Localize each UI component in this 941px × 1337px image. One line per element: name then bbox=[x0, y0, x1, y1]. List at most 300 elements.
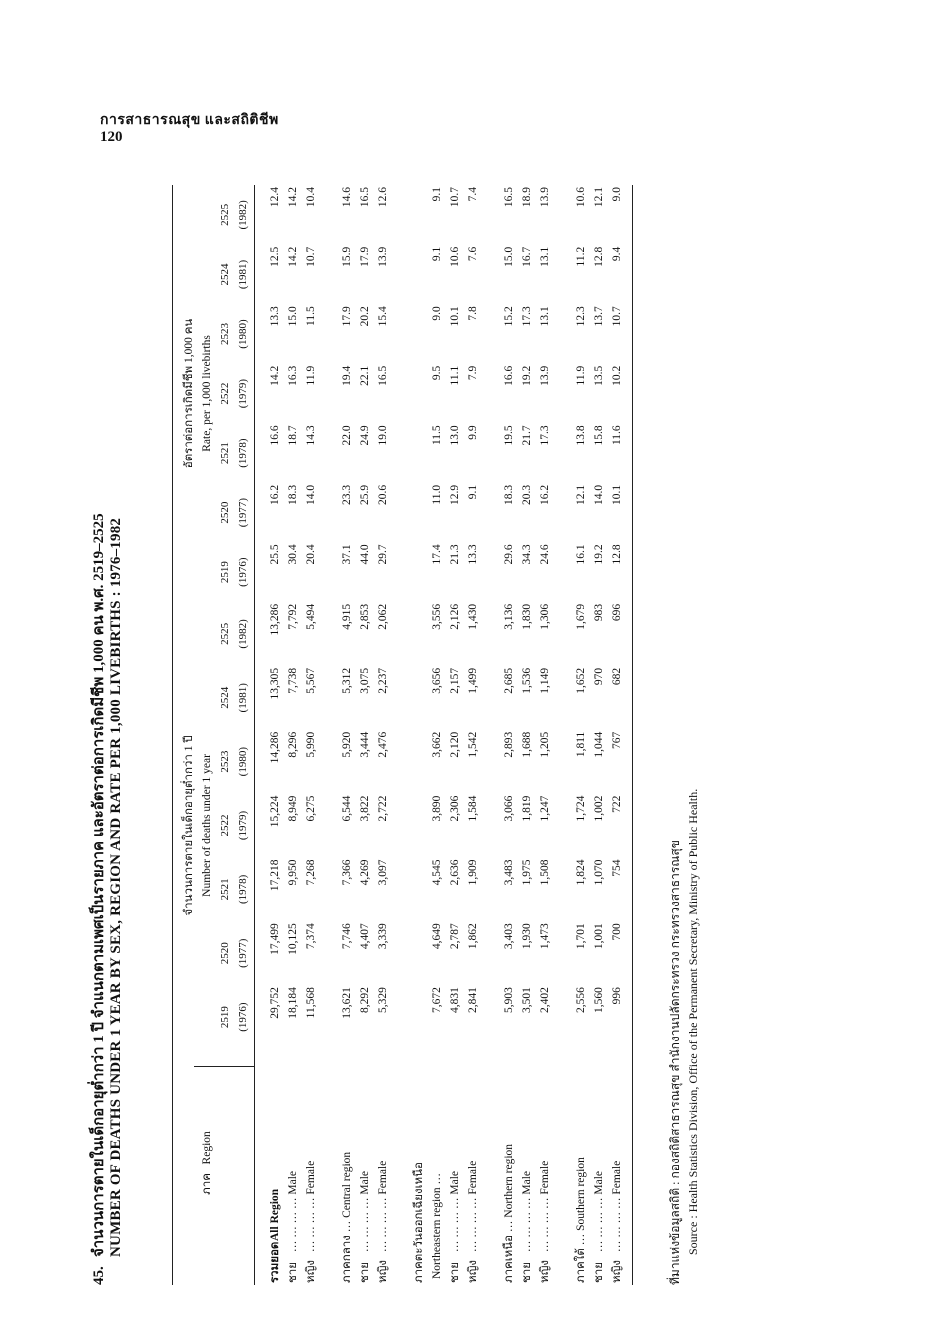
deaths-cell: 5,567 bbox=[305, 667, 317, 694]
deaths-cell: 1,247 bbox=[539, 795, 551, 822]
rate-cell: 29.6 bbox=[503, 544, 515, 565]
table-row bbox=[518, 185, 536, 1285]
deaths-cell: 1,930 bbox=[521, 923, 533, 950]
deaths-cell: 2,157 bbox=[449, 667, 461, 694]
deaths-cell: 1,679 bbox=[575, 603, 587, 630]
deaths-cell: 1,508 bbox=[539, 859, 551, 886]
deaths-cell: 3,066 bbox=[503, 795, 515, 822]
deaths-cell: 1,430 bbox=[467, 603, 479, 630]
deaths-cell: 3,662 bbox=[431, 731, 443, 758]
deaths-cell: 3,556 bbox=[431, 603, 443, 630]
table-row bbox=[266, 185, 284, 1285]
deaths-cell: 1,306 bbox=[539, 603, 551, 630]
deaths-cell: 3,403 bbox=[503, 923, 515, 950]
deaths-cell bbox=[410, 985, 428, 1049]
deaths-cell: 5,990 bbox=[305, 731, 317, 758]
rate-cell: 13.1 bbox=[539, 246, 551, 267]
row-label bbox=[464, 1049, 482, 1285]
rate-cell: 20.3 bbox=[521, 484, 533, 505]
rate-year-be: 2525 bbox=[219, 203, 231, 226]
row-label bbox=[518, 1049, 536, 1285]
rate-cell: 9.4 bbox=[611, 246, 623, 262]
deaths-cell bbox=[410, 857, 428, 921]
deaths-cell: 1,070 bbox=[593, 859, 605, 886]
deaths-year-be: 2520 bbox=[219, 942, 231, 965]
row-label bbox=[356, 1049, 374, 1285]
rate-cell bbox=[410, 423, 428, 483]
rate-cell bbox=[410, 304, 428, 364]
deaths-cell: 7,792 bbox=[287, 603, 299, 630]
deaths-cell: 8,292 bbox=[359, 987, 371, 1014]
rate-cell: 10.2 bbox=[611, 365, 623, 386]
deaths-cell: 1,862 bbox=[467, 923, 479, 950]
rate-cell: 7.4 bbox=[467, 187, 479, 202]
deaths-cell: 700 bbox=[611, 923, 623, 941]
rate-cell: 13.9 bbox=[539, 365, 551, 386]
rate-cell: 9.5 bbox=[431, 365, 443, 381]
rate-cell: 14.6 bbox=[341, 187, 353, 208]
deaths-year-be: 2525 bbox=[219, 622, 231, 645]
rate-header-en: Rate, per 1,000 livebirths bbox=[200, 335, 213, 452]
deaths-cell: 2,787 bbox=[449, 923, 461, 950]
deaths-cell bbox=[410, 794, 428, 858]
rate-year-be: 2524 bbox=[219, 263, 231, 286]
rate-cell: 29.7 bbox=[377, 544, 389, 565]
row-label-en: Male bbox=[287, 1170, 299, 1195]
page-number: 120 bbox=[100, 129, 123, 145]
rate-cell: 13.7 bbox=[593, 306, 605, 327]
rate-year-ad: (1977) bbox=[237, 497, 249, 528]
rate-cell: 12.8 bbox=[593, 246, 605, 267]
deaths-cell: 3,444 bbox=[359, 731, 371, 758]
rate-cell bbox=[410, 245, 428, 305]
rate-cell: 15.0 bbox=[287, 306, 299, 327]
rate-cell: 14.2 bbox=[287, 187, 299, 208]
deaths-cell: 970 bbox=[593, 667, 605, 686]
rate-cell: 37.1 bbox=[341, 544, 353, 565]
deaths-cell: 7,738 bbox=[287, 667, 299, 694]
row-label bbox=[338, 1049, 356, 1285]
deaths-cell: 1,975 bbox=[521, 859, 533, 886]
title-english: NUMBER OF DEATHS UNDER 1 YEAR BY SEX, REGION AND RATE PER 1,000 LIVEBIRTHS : 1976–1982 bbox=[108, 517, 124, 1257]
deaths-cell: 7,672 bbox=[431, 987, 443, 1014]
deaths-cell: 29,752 bbox=[269, 987, 281, 1019]
rate-cell: 10.6 bbox=[575, 187, 587, 208]
row-label bbox=[608, 1049, 626, 1285]
row-label-en: Female bbox=[539, 1160, 551, 1195]
rate-cell: 12.6 bbox=[377, 187, 389, 208]
rate-cell: 11.5 bbox=[431, 425, 443, 446]
rate-cell: 10.7 bbox=[611, 306, 623, 327]
rate-cell bbox=[410, 185, 428, 245]
deaths-cell: 2,120 bbox=[449, 731, 461, 758]
rate-cell: 12.1 bbox=[593, 187, 605, 208]
row-label bbox=[536, 1049, 554, 1285]
deaths-cell: 3,339 bbox=[377, 923, 389, 950]
rate-cell: 9.1 bbox=[431, 187, 443, 202]
table-row bbox=[446, 185, 464, 1285]
rate-cell: 16.3 bbox=[287, 365, 299, 386]
rate-cell: 21.7 bbox=[521, 425, 533, 446]
deaths-cell: 10,125 bbox=[287, 923, 299, 955]
group-header-row bbox=[172, 185, 180, 1285]
rate-cell: 13.5 bbox=[593, 365, 605, 386]
deaths-cell: 2,636 bbox=[449, 859, 461, 886]
rate-cell: 14.3 bbox=[305, 425, 317, 446]
rate-year-ad: (1979) bbox=[237, 378, 249, 409]
row-label bbox=[266, 1049, 284, 1285]
table-row bbox=[500, 185, 518, 1285]
table-row bbox=[464, 185, 482, 1285]
table-row bbox=[590, 185, 608, 1285]
rate-cell: 14.0 bbox=[305, 484, 317, 505]
deaths-cell: 3,656 bbox=[431, 667, 443, 694]
deaths-cell: 5,903 bbox=[503, 987, 515, 1014]
leader-dots: … bbox=[341, 1217, 353, 1236]
rate-cell: 22.1 bbox=[359, 365, 371, 386]
rate-cell: 10.1 bbox=[611, 484, 623, 505]
deaths-cell: 3,097 bbox=[377, 859, 389, 886]
deaths-year-ad: (1977) bbox=[237, 938, 249, 968]
row-label-en: Southern region bbox=[575, 1157, 587, 1231]
rate-cell: 34.3 bbox=[521, 544, 533, 565]
rate-cell: 14.2 bbox=[287, 246, 299, 267]
title-thai: จำนวนการตายในเด็กอายุต่ำกว่า 1 ปี จำแนกตามเพศเป็นรายภาค และอัตราต่อการเกิดมีชีพ 1,000 คน พ.ศ. 2519–2525 bbox=[91, 513, 107, 1257]
rotated-table-page bbox=[84, 175, 804, 1285]
deaths-cell: 7,746 bbox=[341, 923, 353, 950]
deaths-cell: 3,890 bbox=[431, 795, 443, 822]
deaths-cell: 2,722 bbox=[377, 795, 389, 822]
row-label-en: Male bbox=[593, 1170, 605, 1195]
deaths-cell: 17,499 bbox=[269, 923, 281, 955]
deaths-cell: 1,830 bbox=[521, 603, 533, 630]
rate-cell bbox=[410, 364, 428, 424]
row-label-en: Female bbox=[305, 1160, 317, 1195]
rate-cell: 16.6 bbox=[503, 365, 515, 386]
deaths-cell: 1,724 bbox=[575, 795, 587, 822]
deaths-cell: 1,499 bbox=[467, 667, 479, 694]
rate-cell: 16.5 bbox=[359, 187, 371, 208]
deaths-year-ad: (1981) bbox=[237, 683, 249, 713]
rate-cell: 15.8 bbox=[593, 425, 605, 446]
deaths-cell bbox=[410, 602, 428, 666]
rate-year-ad: (1976) bbox=[237, 557, 249, 587]
deaths-cell: 1,701 bbox=[575, 923, 587, 950]
rate-cell: 25.5 bbox=[269, 544, 281, 565]
rate-cell: 9.1 bbox=[467, 484, 479, 500]
year-be-row bbox=[216, 185, 234, 1285]
row-label-thai: ภาคตะวันออกเฉียงเหนือ bbox=[413, 1162, 425, 1283]
leader-dots: … bbox=[503, 1217, 515, 1235]
deaths-year-ad: (1982) bbox=[237, 619, 249, 649]
rate-cell: 18.3 bbox=[503, 484, 515, 505]
deaths-cell: 996 bbox=[611, 987, 623, 1005]
row-label-thai: หญิง bbox=[467, 1260, 479, 1283]
rate-year-be: 2522 bbox=[219, 382, 231, 405]
deaths-cell: 18,184 bbox=[287, 987, 299, 1019]
deaths-cell: 983 bbox=[593, 603, 605, 622]
rate-cell: 10.7 bbox=[449, 187, 461, 208]
table-title bbox=[86, 175, 128, 1285]
rate-cell: 20.4 bbox=[305, 544, 317, 565]
deaths-cell bbox=[410, 921, 428, 985]
leader-dots: … bbox=[575, 1230, 587, 1249]
bottom-rule bbox=[632, 185, 633, 1285]
deaths-cell: 3,136 bbox=[503, 603, 515, 630]
rate-cell: 30.4 bbox=[287, 544, 299, 565]
rate-cell: 23.3 bbox=[341, 484, 353, 505]
rate-header-thai: อัตราต่อการเกิดมีชีพ 1,000 คน bbox=[182, 318, 195, 469]
leader-dots: … … … … bbox=[593, 1194, 605, 1255]
table-row bbox=[536, 185, 554, 1285]
data-table bbox=[172, 185, 626, 1285]
row-label-en: Male bbox=[521, 1170, 533, 1195]
rate-cell: 17.3 bbox=[539, 425, 551, 446]
row-label-thai: หญิง bbox=[539, 1260, 551, 1283]
rate-cell: 19.2 bbox=[593, 544, 605, 565]
rate-cell: 12.9 bbox=[449, 484, 461, 505]
row-label-thai: ภาคกลาง bbox=[341, 1235, 353, 1283]
deaths-cell: 3,075 bbox=[359, 667, 371, 694]
deaths-cell: 1,811 bbox=[575, 731, 587, 758]
section-title: การสาธารณสุข และสถิติชีพ bbox=[100, 113, 279, 128]
deaths-cell: 696 bbox=[611, 603, 623, 622]
rate-cell: 15.9 bbox=[341, 246, 353, 267]
row-label bbox=[572, 1049, 590, 1285]
rate-year-be: 2523 bbox=[219, 323, 231, 346]
rate-cell: 11.9 bbox=[305, 365, 317, 386]
rate-cell: 19.4 bbox=[341, 365, 353, 386]
row-label-thai: ชาย bbox=[593, 1261, 605, 1283]
deaths-cell: 5,312 bbox=[341, 667, 353, 694]
deaths-cell: 1,584 bbox=[467, 795, 479, 822]
leader-dots: … … … … bbox=[449, 1194, 461, 1255]
row-label-en: Northern region bbox=[503, 1143, 515, 1218]
row-label-en: Male bbox=[359, 1170, 371, 1195]
region-header-thai: ภาค bbox=[200, 1173, 213, 1195]
rate-cell: 12.3 bbox=[575, 306, 587, 327]
deaths-cell: 1,542 bbox=[467, 731, 479, 758]
deaths-cell: 2,556 bbox=[575, 987, 587, 1014]
rate-cell: 16.6 bbox=[269, 425, 281, 446]
deaths-cell: 1,536 bbox=[521, 667, 533, 694]
row-label-thai: ภาคเหนือ bbox=[503, 1234, 515, 1283]
deaths-cell: 8,949 bbox=[287, 795, 299, 822]
deaths-cell: 7,374 bbox=[305, 923, 317, 950]
deaths-cell: 5,329 bbox=[377, 987, 389, 1014]
row-label-thai: ชาย bbox=[287, 1261, 299, 1283]
deaths-cell: 6,275 bbox=[305, 795, 317, 822]
rate-cell: 18.3 bbox=[287, 484, 299, 505]
deaths-cell: 1,909 bbox=[467, 859, 479, 886]
rate-cell: 13.0 bbox=[449, 425, 461, 446]
rate-cell: 9.9 bbox=[467, 425, 479, 440]
deaths-cell: 1,473 bbox=[539, 923, 551, 950]
rate-cell: 7.6 bbox=[467, 246, 479, 262]
rate-cell: 24.9 bbox=[359, 425, 371, 446]
rate-cell: 10.6 bbox=[449, 246, 461, 267]
deaths-cell: 3,483 bbox=[503, 859, 515, 886]
rate-year-be: 2521 bbox=[219, 442, 231, 465]
deaths-cell: 4,831 bbox=[449, 987, 461, 1014]
rate-cell: 16.5 bbox=[377, 365, 389, 386]
row-label-en: Female bbox=[467, 1160, 479, 1195]
rate-cell: 15.0 bbox=[503, 246, 515, 267]
rate-cell: 12.8 bbox=[611, 544, 623, 565]
deaths-cell: 2,306 bbox=[449, 795, 461, 822]
deaths-cell: 6,544 bbox=[341, 795, 353, 822]
deaths-cell: 722 bbox=[611, 795, 623, 813]
rate-cell: 17.4 bbox=[431, 544, 443, 565]
deaths-cell: 13,286 bbox=[269, 603, 281, 636]
leader-dots: … bbox=[431, 1172, 443, 1188]
table-row bbox=[356, 185, 374, 1285]
table-row bbox=[608, 185, 626, 1285]
deaths-cell: 1,652 bbox=[575, 667, 587, 694]
row-label-thai: หญิง bbox=[377, 1260, 389, 1283]
region-header-en: Region bbox=[200, 1131, 213, 1165]
deaths-cell: 1,560 bbox=[593, 987, 605, 1014]
rate-year-ad: (1978) bbox=[237, 438, 249, 468]
deaths-header-en: Number of deaths under 1 year bbox=[200, 754, 213, 897]
rate-cell: 13.9 bbox=[377, 246, 389, 267]
table-row bbox=[302, 185, 320, 1285]
rate-cell: 11.5 bbox=[305, 306, 317, 326]
rate-cell: 21.3 bbox=[449, 544, 461, 565]
deaths-cell: 14,286 bbox=[269, 731, 281, 764]
deaths-cell: 2,237 bbox=[377, 667, 389, 694]
row-label-en: Central region bbox=[341, 1151, 353, 1218]
rate-cell: 9.0 bbox=[431, 306, 443, 321]
table-row bbox=[284, 185, 302, 1285]
deaths-cell: 13,621 bbox=[341, 987, 353, 1019]
deaths-cell: 15,224 bbox=[269, 795, 281, 828]
deaths-cell bbox=[410, 730, 428, 794]
rate-cell: 20.6 bbox=[377, 484, 389, 505]
rate-cell: 7.9 bbox=[467, 365, 479, 381]
deaths-cell: 2,853 bbox=[359, 603, 371, 630]
deaths-cell bbox=[410, 666, 428, 730]
deaths-cell: 3,822 bbox=[359, 795, 371, 822]
deaths-cell: 11,568 bbox=[305, 987, 317, 1019]
leader-dots: … … … … bbox=[521, 1194, 533, 1255]
rate-cell: 10.1 bbox=[449, 306, 461, 327]
deaths-cell: 2,841 bbox=[467, 987, 479, 1014]
rate-cell: 18.9 bbox=[521, 187, 533, 208]
rate-cell: 13.3 bbox=[269, 306, 281, 327]
deaths-cell: 1,044 bbox=[593, 731, 605, 758]
leader-dots: … … … … bbox=[467, 1194, 479, 1255]
row-label bbox=[284, 1049, 302, 1285]
rate-cell: 25.9 bbox=[359, 484, 371, 505]
deaths-cell: 2,893 bbox=[503, 731, 515, 758]
deaths-year-ad: (1978) bbox=[237, 874, 249, 905]
column-separator bbox=[194, 1066, 254, 1067]
deaths-cell: 5,494 bbox=[305, 603, 317, 630]
deaths-cell: 7,366 bbox=[341, 859, 353, 886]
deaths-cell: 4,407 bbox=[359, 923, 371, 950]
rate-cell: 14.2 bbox=[269, 365, 281, 386]
rate-cell: 11.1 bbox=[449, 365, 461, 386]
deaths-cell: 2,476 bbox=[377, 731, 389, 758]
deaths-header-thai: จำนวนการตายในเด็กอายุต่ำกว่า 1 ปี bbox=[182, 735, 195, 916]
row-label-thai: ภาคใต้ bbox=[575, 1248, 587, 1283]
deaths-year-be: 2519 bbox=[219, 1006, 231, 1029]
rate-cell: 11.6 bbox=[611, 425, 623, 446]
rate-cell: 13.9 bbox=[539, 187, 551, 208]
deaths-year-ad: (1976) bbox=[237, 1002, 249, 1032]
rate-year-ad: (1982) bbox=[237, 200, 249, 230]
rate-cell: 14.0 bbox=[593, 484, 605, 505]
leader-dots: … … … … bbox=[611, 1194, 623, 1255]
deaths-cell: 682 bbox=[611, 667, 623, 686]
deaths-cell: 2,062 bbox=[377, 603, 389, 630]
deaths-cell: 1,001 bbox=[593, 923, 605, 950]
rate-cell bbox=[410, 542, 428, 602]
rate-cell: 10.4 bbox=[305, 187, 317, 208]
row-label bbox=[410, 1049, 428, 1285]
deaths-year-ad: (1980) bbox=[237, 746, 249, 777]
rate-cell: 15.2 bbox=[503, 306, 515, 327]
deaths-cell: 767 bbox=[611, 731, 623, 749]
rate-cell: 15.4 bbox=[377, 306, 389, 327]
deaths-year-be: 2524 bbox=[219, 686, 231, 709]
deaths-cell: 9,950 bbox=[287, 859, 299, 886]
table-number: 45. bbox=[91, 1266, 107, 1285]
year-ad-row bbox=[234, 185, 252, 1285]
rate-cell: 18.7 bbox=[287, 425, 299, 446]
rate-cell: 19.2 bbox=[521, 365, 533, 386]
footnote-thai: ที่มาแห่งข้อมูลสถิติ : กองสถิติสาธารณสุข สำนักงานปลัดกระทรวง กระทรวงสาธารณสุข bbox=[668, 840, 682, 1285]
rate-cell bbox=[410, 483, 428, 543]
leader-dots: … … … … bbox=[359, 1194, 371, 1255]
deaths-cell: 1,688 bbox=[521, 731, 533, 758]
rate-cell: 17.3 bbox=[521, 306, 533, 327]
rate-cell: 11.9 bbox=[575, 365, 587, 386]
table-body bbox=[266, 185, 626, 1285]
deaths-cell: 13,305 bbox=[269, 667, 281, 700]
row-label-thai: หญิง bbox=[611, 1260, 623, 1283]
row-label bbox=[590, 1049, 608, 1285]
deaths-cell: 5,920 bbox=[341, 731, 353, 758]
deaths-year-ad: (1979) bbox=[237, 810, 249, 841]
deaths-cell: 1,149 bbox=[539, 667, 551, 694]
rate-cell: 10.7 bbox=[305, 246, 317, 267]
row-label bbox=[302, 1049, 320, 1285]
leader-dots: … … … … bbox=[539, 1194, 551, 1255]
deaths-cell: 4,915 bbox=[341, 603, 353, 630]
rate-year-be: 2520 bbox=[219, 501, 231, 524]
deaths-cell: 2,402 bbox=[539, 987, 551, 1014]
table-row bbox=[374, 185, 392, 1285]
header-rule bbox=[254, 185, 255, 1285]
deaths-cell: 754 bbox=[611, 859, 623, 877]
deaths-cell: 1,205 bbox=[539, 731, 551, 758]
row-label-thai: ชาย bbox=[359, 1261, 371, 1283]
rate-cell: 19.5 bbox=[503, 425, 515, 446]
row-label-en: Female bbox=[377, 1160, 389, 1195]
leader-dots: … … … … bbox=[305, 1194, 317, 1255]
row-label bbox=[446, 1049, 464, 1285]
rate-cell: 44.0 bbox=[359, 544, 371, 565]
rate-cell: 12.1 bbox=[575, 484, 587, 505]
rate-cell: 17.9 bbox=[359, 246, 371, 267]
rate-cell: 22.0 bbox=[341, 425, 353, 446]
rate-cell: 24.6 bbox=[539, 544, 551, 565]
deaths-year-be: 2521 bbox=[219, 878, 231, 901]
rate-cell: 7.8 bbox=[467, 306, 479, 321]
leader-dots: … … … … bbox=[377, 1194, 389, 1255]
